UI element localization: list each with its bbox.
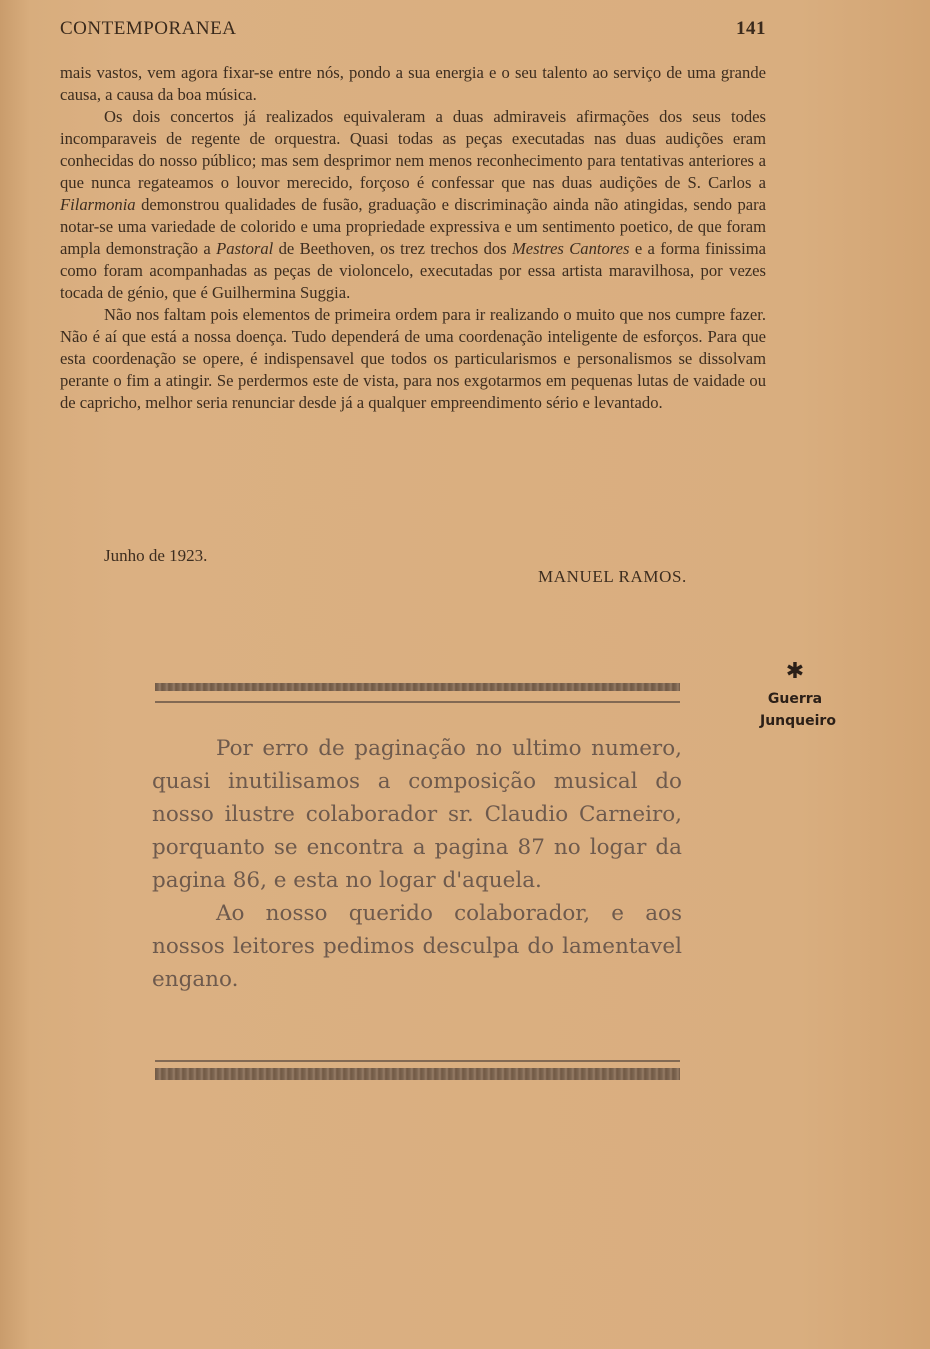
article-paragraph-1: mais vastos, vem agora fixar-se entre nós, pondo a sua energia e o seu talento ao serviço de uma grande causa, a causa da boa música. bbox=[60, 63, 766, 104]
italic-title-pastoral: Pastoral bbox=[216, 239, 274, 258]
article-paragraph-3: Não nos faltam pois elementos de primeira ordem para ir realizando o muito que nos cumpre fazer. Não é aí que está a nossa doença. Tudo dependerá de uma coordenação inteligente de esforços. Para que esta coordenação se opere, é indispensavel que todos os particularismos e personalismos se dissolvam perante o fim a atingir. Se perdermos este de vista, para nos exgotarmos em pequenas lutas de vaidade ou de capricho, melhor seria renunciar desde já a qualquer empreendimento sério e levantado. bbox=[60, 305, 766, 412]
errata-paragraph-1: Por erro de paginação no ultimo numero, quasi inutilisamos a composição musical do nosso ilustre colaborador sr. Claudio Carneiro, porquanto se encontra a pagina 87 no logar da pagina 86, e esta no logar d'aquela. bbox=[152, 736, 682, 893]
margin-note bbox=[760, 659, 836, 732]
margin-note-line-2: Junqueiro bbox=[760, 713, 836, 729]
author-signature: MANUEL RAMOS. bbox=[538, 567, 687, 586]
running-title: CONTEMPORANEA bbox=[60, 18, 237, 39]
article-date: Junho de 1923. bbox=[104, 546, 208, 565]
errata-notice bbox=[152, 732, 682, 996]
asterisk-icon: ✱ bbox=[785, 659, 805, 684]
notice-top-rule bbox=[155, 683, 680, 691]
article-body bbox=[60, 62, 766, 414]
italic-title-filarmonia: Filarmonia bbox=[60, 195, 136, 214]
page-header bbox=[60, 18, 766, 44]
page-number: 141 bbox=[736, 18, 766, 39]
notice-bottom-thin-rule bbox=[155, 1060, 680, 1062]
article-paragraph-2: Os dois concertos já realizados equivaleram a duas admiraveis afirmações dos seus todes incomparaveis de regente de orquestra. Quasi todas as peças executadas nas duas audições eram conhecidas do nosso público; mas sem desprimor nem menos reconhecimento para tentativas anteriores a que nunca regateamos o louvor merecido, forçoso é confessar que nas duas audições de S. Carlos a Filarmonia demonstrou qualidades de fusão, graduação e discriminação ainda não atingidas, sendo para notar-se uma variedade de colorido e uma propriedade expressiva e um sentimento poetico, de que foram ampla demonstração a Pastoral de Beethoven, os trez trechos dos Mestres Cantores e a forma finissima como foram acompanhadas as peças de violoncelo, executadas por essa artista maravilhosa, por vezes tocada de génio, que é Guilhermina Suggia. bbox=[60, 107, 767, 302]
errata-paragraph-2: Ao nosso querido colaborador, e aos nossos leitores pedimos desculpa do lamentavel engano. bbox=[152, 901, 682, 992]
notice-bottom-rule bbox=[155, 1068, 680, 1080]
notice-top-thin-rule bbox=[155, 701, 680, 703]
italic-title-mestres-cantores: Mestres Cantores bbox=[511, 239, 630, 258]
margin-note-line-1: Guerra bbox=[767, 691, 823, 707]
